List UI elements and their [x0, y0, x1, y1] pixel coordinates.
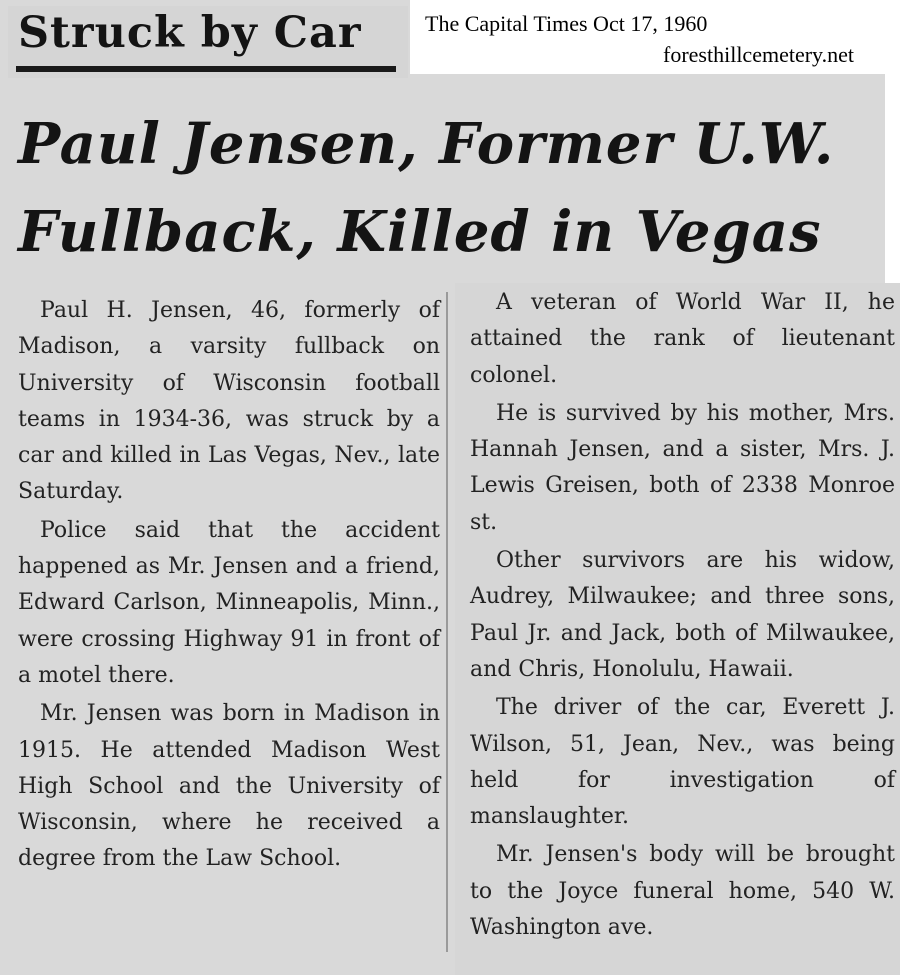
headline-line-2: Fullback, Killed in Vegas	[18, 199, 822, 265]
paragraph: A veteran of World War II, he attained the rank of lieutenant colonel.	[470, 290, 895, 388]
headline-line-1: Paul Jensen, Former U.W.	[18, 111, 835, 177]
paragraph: Police said that the accident happened as Mr. Jensen and a friend, Edward Carlson, Minneapolis, Minn., were crossing Highway 91 in front of a motel there.	[18, 517, 440, 688]
paragraph: Other survivors are his widow, Audrey, Milwaukee; and three sons, Paul Jr. and Jack, both of Milwaukee, and Chris, Honolulu, Hawaii.	[470, 548, 895, 682]
source-publication-date: The Capital Times Oct 17, 1960	[425, 11, 708, 36]
headline	[18, 100, 878, 276]
kicker-heading: Struck by Car	[18, 8, 362, 58]
kicker-rule	[16, 66, 396, 72]
article-column-right	[470, 285, 895, 948]
column-divider	[446, 292, 448, 952]
paragraph: He is survived by his mother, Mrs. Hannah Jensen, and a sister, Mrs. J. Lewis Greisen, both of 2338 Monroe st.	[470, 400, 895, 535]
paragraph: Mr. Jensen's body will be brought to the Joyce funeral home, 540 W. Washington ave.	[470, 842, 895, 941]
article-column-left	[18, 293, 440, 880]
paragraph: Mr. Jensen was born in Madison in 1915. He attended Madison West High School and the University of Wisconsin, where he received a degree from the Law School.	[18, 701, 440, 872]
source-website: foresthillcemetery.net	[663, 42, 854, 67]
paragraph: The driver of the car, Everett J. Wilson, 51, Jean, Nev., was being held for investigation of manslaughter.	[470, 695, 895, 830]
paragraph: Paul H. Jensen, 46, formerly of Madison, a varsity fullback on University of Wisconsin football teams in 1934-36, was struck by a car and killed in Las Vegas, Nev., late Saturday.	[18, 298, 440, 505]
